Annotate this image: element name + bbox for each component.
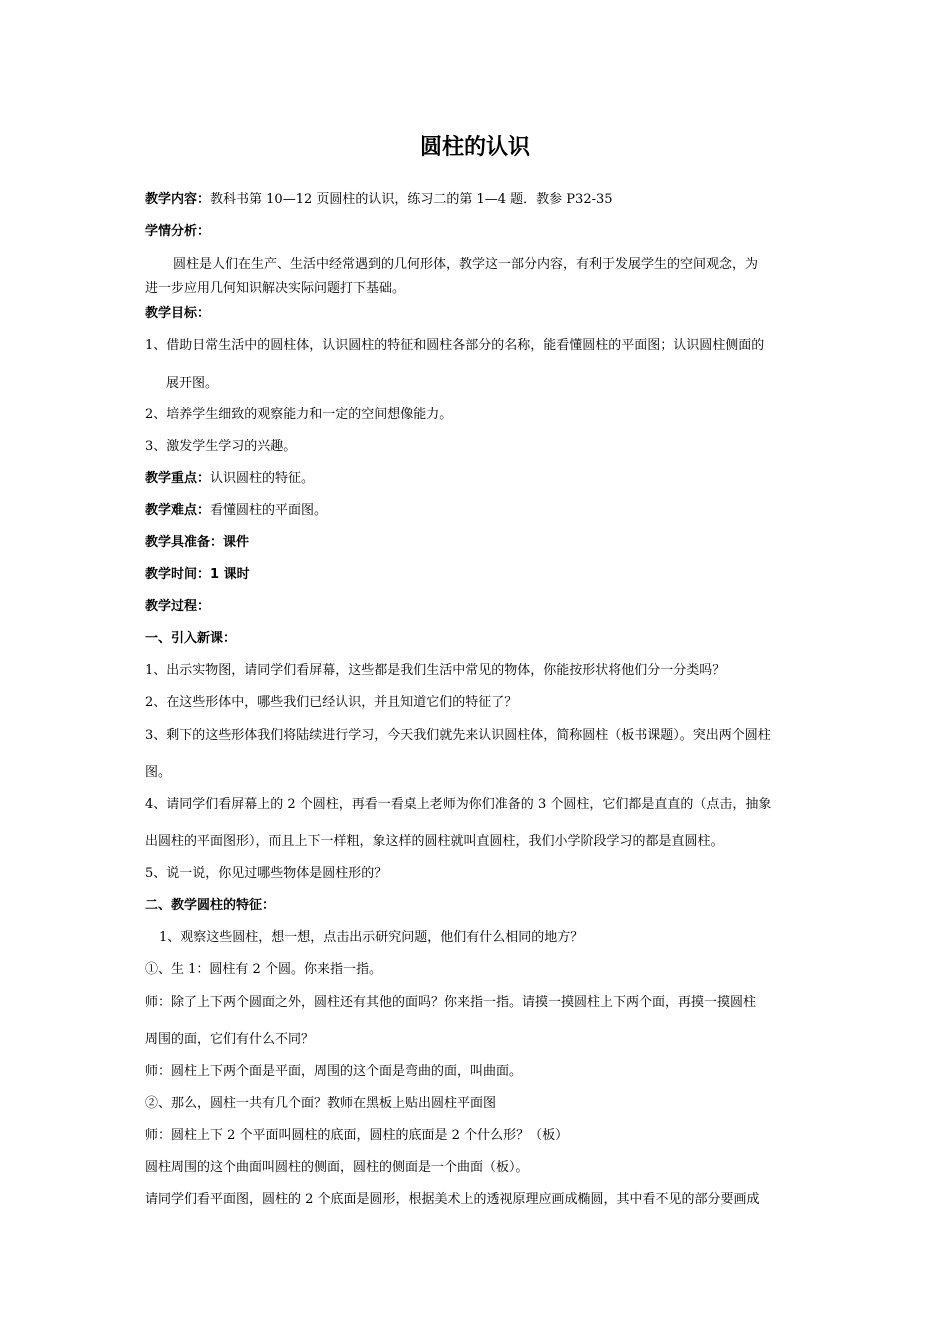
teaching-content-text: 教科书第 10—12 页圆柱的认识，练习二的第 1—4 题．教参 P32-35	[210, 192, 613, 207]
section-2-para-7: 圆柱周围的这个曲面叫圆柱的侧面，圆柱的侧面是一个曲面（板）。	[145, 1160, 529, 1175]
goals-label: 教学目标：	[145, 306, 211, 321]
section-2-para-1: 1、观察这些圆柱，想一想，点击出示研究问题，他们有什么相同的地方？	[159, 930, 584, 945]
key-point	[145, 471, 314, 487]
teaching-tools: 教学具准备：课件	[145, 535, 250, 550]
analysis-line-2: 进一步应用几何知识解决实际问题打下基础。	[145, 281, 406, 296]
section-1-step-3-line-1: 3、剩下的这些形体我们将陆续进行学习，今天我们就先来认识圆柱体，简称圆柱（板书课题）。突出两个圆柱	[145, 728, 771, 743]
key-point-text: 认识圆柱的特征。	[210, 471, 315, 486]
document-title: 圆柱的认识	[419, 135, 530, 160]
section-2-para-3-line-1: 师：除了上下两个圆面之外，圆柱还有其他的面吗？你来指一指。请摸一摸圆柱上下两个面，再摸一摸圆柱	[145, 995, 757, 1010]
difficulty	[145, 503, 327, 519]
goal-2: 2、培养学生细致的观察能力和一定的空间想像能力。	[145, 407, 453, 422]
section-1-step-2: 2、在这些形体中，哪些我们已经认识，并且知道它们的特征了？	[145, 695, 518, 710]
section-2-para-6: 师：圆柱上下 2 个平面叫圆柱的底面，圆柱的底面是 2 个什么形？（板）	[145, 1128, 569, 1143]
section-1-step-4-line-2: 出圆柱的平面图形），而且上下一样粗，象这样的圆柱就叫直圆柱，我们小学阶段学习的都是直圆柱。	[145, 834, 724, 849]
section-1-step-4-line-1: 4、请同学们看屏幕上的 2 个圆柱，再看一看桌上老师为你们准备的 3 个圆柱，它们都是直直的（点击，抽象	[145, 797, 772, 812]
section-1-step-3-line-2: 图。	[145, 765, 172, 780]
section-2-para-8: 请同学们看平面图，圆柱的 2 个底面是圆形，根据美术上的透视原理应画成椭圆，其中看不见的部分要画成	[145, 1192, 760, 1207]
section-2-para-3-line-2: 周围的面，它们有什么不同？	[145, 1032, 315, 1047]
analysis-label: 学情分析：	[145, 224, 211, 239]
section-2-para-5: ②、那么，圆柱一共有几个面？教师在黑板上贴出圆柱平面图	[145, 1096, 497, 1111]
section-2-heading: 二、教学圆柱的特征：	[145, 898, 276, 913]
section-1-heading: 一、引入新课：	[145, 631, 237, 646]
section-2-para-2: ①、生 1：圆柱有 2 个圆。你来指一指。	[145, 962, 382, 977]
section-1-step-1: 1、出示实物图，请同学们看屏幕，这些都是我们生活中常见的物体，你能按形状将他们分一分类吗？	[145, 663, 726, 678]
analysis-line-1: 圆柱是人们在生产、生活中经常遇到的几何形体，教学这一部分内容，有利于发展学生的空间观念，为	[173, 257, 759, 272]
section-1-step-5: 5、说一说，你见过哪些物体是圆柱形的？	[145, 866, 388, 881]
teaching-content-label: 教学内容：	[145, 192, 211, 207]
process-label: 教学过程：	[145, 599, 211, 614]
difficulty-label: 教学难点：	[145, 503, 211, 518]
goal-3: 3、激发学生学习的兴趣。	[145, 439, 297, 454]
section-2-para-4: 师：圆柱上下两个面是平面，周围的这个面是弯曲的面，叫曲面。	[145, 1064, 523, 1079]
goal-1-line-2: 展开图。	[166, 376, 219, 391]
teaching-content	[145, 192, 613, 208]
goal-1-line-1: 1、借助日常生活中的圆柱体，认识圆柱的特征和圆柱各部分的名称，能看懂圆柱的平面图；认识圆柱侧面的	[145, 338, 765, 353]
teaching-time: 教学时间：1 课时	[145, 567, 250, 582]
difficulty-text: 看懂圆柱的平面图。	[210, 503, 328, 518]
key-point-label: 教学重点：	[145, 471, 211, 486]
